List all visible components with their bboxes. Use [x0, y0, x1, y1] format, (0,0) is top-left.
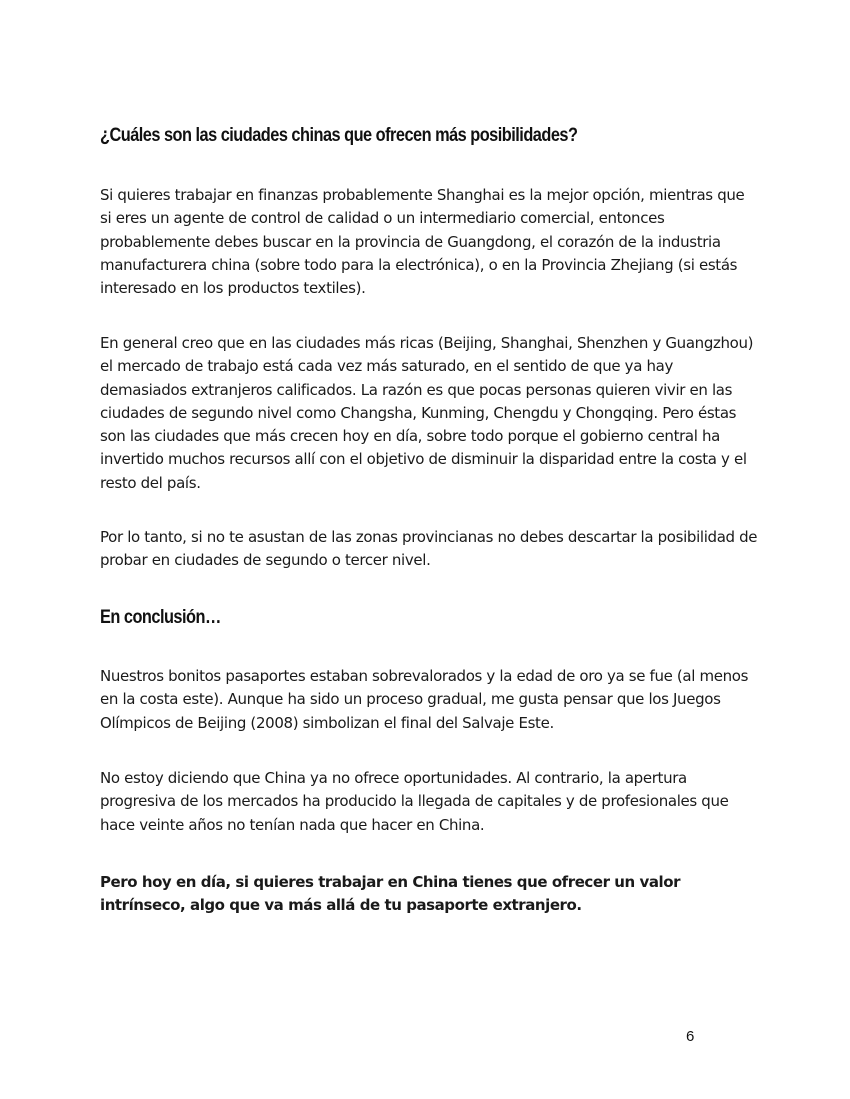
section-heading-conclusion: En conclusión… [100, 607, 221, 628]
paragraph-rich-cities: En general creo que en las ciudades más ricas (Beijing, Shanghai, Shenzhen y Guangzhou) el mercado de trabajo está cada vez más saturado, en el sentido de que ya hay demasiados extranjeros calificados. La razón es que pocas personas quieren vivir en las ciudades de segundo nivel como Changsha, Kunming, Chengdu y Chongqing. Pero éstas son las ciudades que más crecen hoy en día, sobre todo porque el gobierno central ha invertido muchos recursos allí con el objetivo de disminuir la disparidad entre la costa y el resto del país. [100, 334, 754, 492]
paragraph-finance-options: Si quieres trabajar en finanzas probablemente Shanghai es la mejor opción, mientras que si eres un agente de control de calidad o un intermediario comercial, entonces probablemente debes buscar en la provincia de Guangdong, el corazón de la industria manufacturera china (sobre todo para la electrónica), o en la Provincia Zhejiang (si estás interesado en los productos textiles). [100, 186, 745, 298]
paragraph-closing-statement: Pero hoy en día, si quieres trabajar en China tienes que ofrecer un valor intrínseco, algo que va más allá de tu pasaporte extranjero. [100, 873, 681, 915]
section-heading-cities: ¿Cuáles son las ciudades chinas que ofrecen más posibilidades? [100, 125, 578, 146]
paragraph-opportunities: No estoy diciendo que China ya no ofrece oportunidades. Al contrario, la apertura progresiva de los mercados ha producido la llegada de capitales y de profesionales que hace veinte años no tenían nada que hacer en China. [100, 769, 729, 834]
paragraph-passports: Nuestros bonitos pasaportes estaban sobrevalorados y la edad de oro ya se fue (al menos en la costa este). Aunque ha sido un proceso gradual, me gusta pensar que los Juegos Olímpicos de Beijing (2008) simbolizan el final del Salvaje Este. [100, 667, 749, 732]
paragraph-provincial-zones: Por lo tanto, si no te asustan de las zonas provincianas no debes descartar la posibilidad de probar en ciudades de segundo o tercer nivel. [100, 528, 758, 570]
page-number: 6 [686, 1028, 695, 1045]
